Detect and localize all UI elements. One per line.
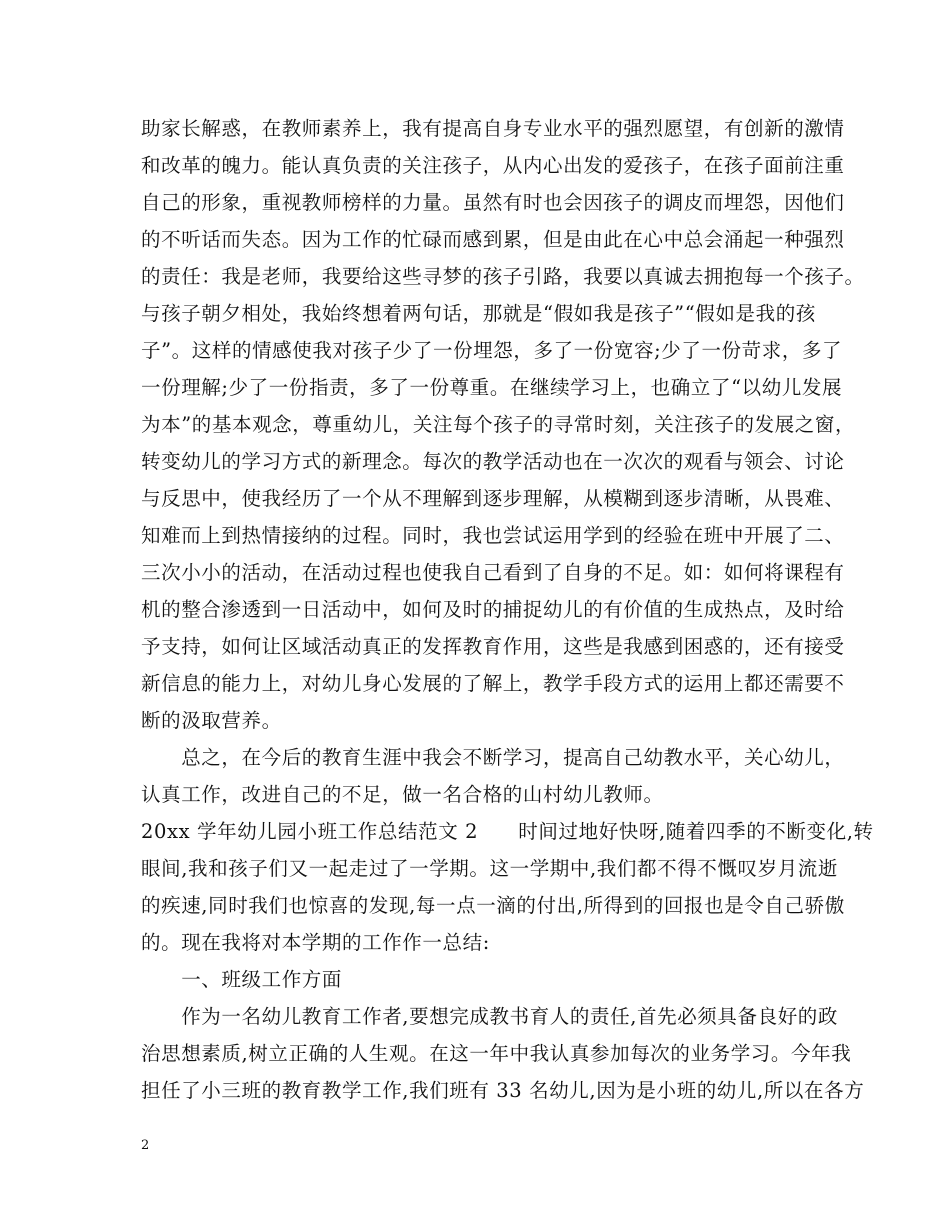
- text-line: 为本”的基本观念，尊重幼儿，关注每个孩子的寻常时刻，关注孩子的发展之窗，: [141, 413, 856, 436]
- text-line: 断的汲取营养。: [141, 709, 282, 732]
- text-line: 总之，在今后的教育生涯中我会不断学习，提高自己幼教水平，关心幼儿，: [141, 746, 845, 769]
- text-line: 自己的形象，重视教师榜样的力量。虽然有时也会因孩子的调皮而埋怨，因他们: [141, 191, 845, 214]
- text-line: 转变幼儿的学习方式的新理念。每次的教学活动也在一次次的观看与领会、讨论: [141, 450, 845, 473]
- text-line: 治思想素质,树立正确的人生观。在这一年中我认真参加每次的业务学习。今年我: [141, 1042, 852, 1065]
- text-line: 的不听话而失态。因为工作的忙碌而感到累，但是由此在心中总会涌起一种强烈: [141, 228, 845, 251]
- text-line: 三次小小的活动，在活动过程也使我自己看到了自身的不足。如：如何将课程有: [141, 561, 845, 584]
- text-line: 的责任：我是老师，我要给这些寻梦的孩子引路，我要以真诚去拥抱每一个孩子。: [141, 265, 865, 288]
- text-line: 认真工作，改进自己的不足，做一名合格的山村幼儿教师。: [141, 783, 664, 806]
- text-line: 助家长解惑，在教师素养上，我有提高自身专业水平的强烈愿望，有创新的激情: [141, 117, 845, 140]
- text-line: 知难而上到热情接纳的过程。同时，我也尝试运用学到的经验在班中开展了二、: [141, 524, 845, 547]
- text-line: 新信息的能力上，对幼儿身心发展的了解上，教学手段方式的运用上都还需要不: [141, 672, 845, 695]
- text-line: 一、班级工作方面: [141, 968, 343, 991]
- text-line: 的。现在我将对本学期的工作作一总结:: [141, 931, 490, 954]
- text-line: 作为一名幼儿教育工作者,要想完成教书育人的责任,首先必须具备良好的政: [141, 1005, 838, 1028]
- text-line: 与孩子朝夕相处，我始终想着两句话，那就是“假如我是孩子”“假如是我的孩: [141, 302, 816, 325]
- text-line: 担任了小三班的教育教学工作,我们班有 33 名幼儿,因为是小班的幼儿,所以在各方: [141, 1079, 865, 1102]
- page-number: 2: [141, 1138, 150, 1153]
- text-line: 子”。这样的情感使我对孩子少了一份埋怨，多了一份宽容;少了一份苛求，多了: [141, 339, 843, 362]
- text-line: 20xx 学年幼儿园小班工作总结范文 2 时间过地好快呀,随着四季的不断变化,转: [141, 820, 874, 843]
- text-line: 和改革的魄力。能认真负责的关注孩子，从内心出发的爱孩子，在孩子面前注重: [141, 154, 845, 177]
- text-line: 机的整合渗透到一日活动中，如何及时的捕捉幼儿的有价值的生成热点，及时给: [141, 598, 845, 621]
- text-line: 的疾速,同时我们也惊喜的发现,每一点一滴的付出,所得到的回报也是令自己骄傲: [141, 894, 845, 917]
- text-line: 眼间,我和孩子们又一起走过了一学期。这一学期中,我们都不得不慨叹岁月流逝: [141, 857, 838, 880]
- text-line: 一份理解;少了一份指责，多了一份尊重。在继续学习上，也确立了“以幼儿发展: [141, 376, 843, 399]
- text-line: 予支持，如何让区域活动真正的发挥教育作用，这些是我感到困惑的，还有接受: [141, 635, 845, 658]
- text-line: 与反思中，使我经历了一个从不理解到逐步理解，从模糊到逐步清晰，从畏难、: [141, 487, 845, 510]
